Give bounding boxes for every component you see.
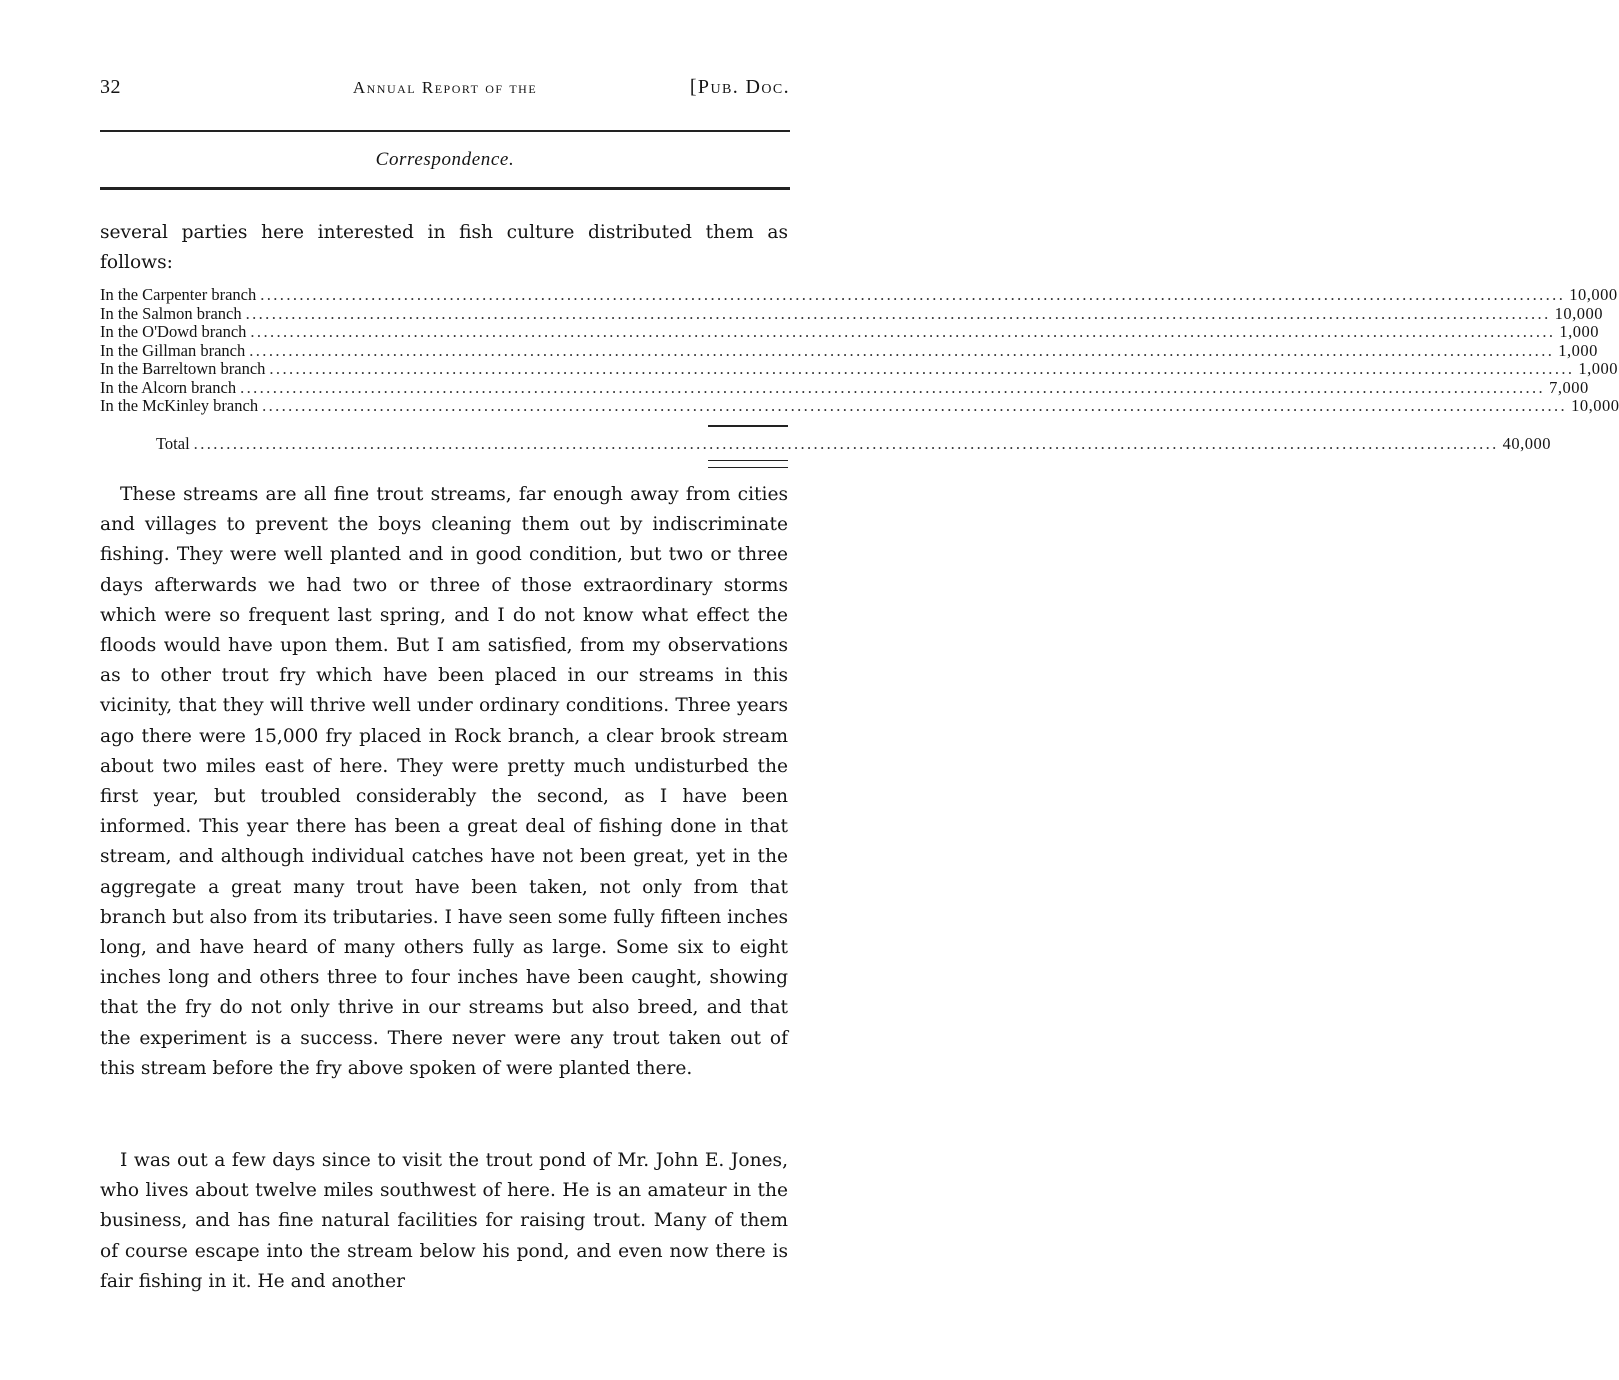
table-row [100,396,1619,416]
running-title: Annual Report of the [352,78,538,97]
dot-leader: ........................................................................................................................................................................................................ [240,377,1546,397]
fry-count: 1,000 [1559,322,1600,341]
dot-leader: ........................................................................................................................................................................................................ [245,303,1551,323]
document-label: [Pub. Doc. [689,76,790,98]
intro-paragraph: several parties here interested in fish culture distributed them as follows: [100,222,788,274]
dot-leader: ........................................................................................................................................................................................................ [269,359,1575,378]
body-paragraph: I was out a few days since to visit the trout pond of Mr. John E. Jones, who lives about twelve miles southwest of here. He is an amateur in the business, and has fine natural facilities for raising trout. Many of them of course escape into the stream below his pond, and even now there is fair fishing in it. He and another [100,1150,788,1292]
branch-name: In the Gillman branch [100,340,246,360]
total-label: Total [156,434,190,453]
fry-count: 10,000 [1554,303,1603,323]
table-row [100,359,1619,379]
table-row [100,377,1589,398]
sum-rule [708,425,788,427]
table-row [100,340,1598,361]
table-row [100,303,1603,324]
dot-leader: ........................................................................................................................................................................................................ [249,340,1555,360]
header-rule-bottom [100,187,790,190]
dot-leader: ........................................................................................................................................................................................................ [250,322,1556,341]
fry-count: 7,000 [1549,377,1589,397]
total-double-rule [708,460,788,468]
total-value: 40,000 [1502,434,1552,453]
fry-count: 10,000 [1571,396,1619,415]
branch-name: In the O'Dowd branch [100,322,247,341]
branch-name: In the Carpenter branch [100,285,257,304]
fry-count: 1,000 [1578,359,1619,378]
dot-leader: ........................................................................................................................................................................................................ [260,285,1566,304]
branch-name: In the Salmon branch [100,303,242,323]
table-row [100,322,1600,342]
page-number: 32 [100,76,121,98]
section-title: Correspondence. [375,149,515,170]
branch-name: In the Alcorn branch [100,377,237,397]
branch-name: In the McKinley branch [100,396,259,415]
dot-leader: ........................................................................................................................................................................................................ [193,434,1499,453]
header-rule-top [100,130,790,132]
running-header [100,76,790,106]
fry-count: 10,000 [1569,285,1618,304]
dot-leader: ........................................................................................................................................................................................................ [262,396,1568,415]
distribution-table [100,285,1619,453]
branch-name: In the Barreltown branch [100,359,266,378]
total-row [100,434,1552,454]
body-paragraph: These streams are all fine trout streams, far enough away from cities and villages to prevent the boys cleaning them out by indiscriminate fishing. They were well planted and in good condition, but two or three days afterwards we had two or three of those extraordinary storms which were so frequent last spring, and I do not know what effect the floods would have upon them. But I am satisfied, from my observations as to other trout fry which have been placed in our streams in this vicinity, that they will thrive well under ordinary conditions. Three years ago there were 15,000 fry placed in Rock branch, a clear brook stream about two miles east of here. They were pretty much undisturbed the first year, but troubled considerably the second, as I have been informed. This year there has been a great deal of fishing done in that stream, and although individual catches have not been great, yet in the aggregate a great many trout have been taken, not only from that branch but also from its tributaries. I have seen some fully fifteen inches long, and have heard of many others fully as large. Some six to eight inches long and others three to four inches have been caught, showing that the fry do not only thrive in our streams but also breed, and that the experiment is a success. There never were any trout taken out of this stream before the fry above spoken of were planted there. [100,484,788,1079]
table-row [100,285,1618,305]
fry-count: 1,000 [1558,340,1598,360]
